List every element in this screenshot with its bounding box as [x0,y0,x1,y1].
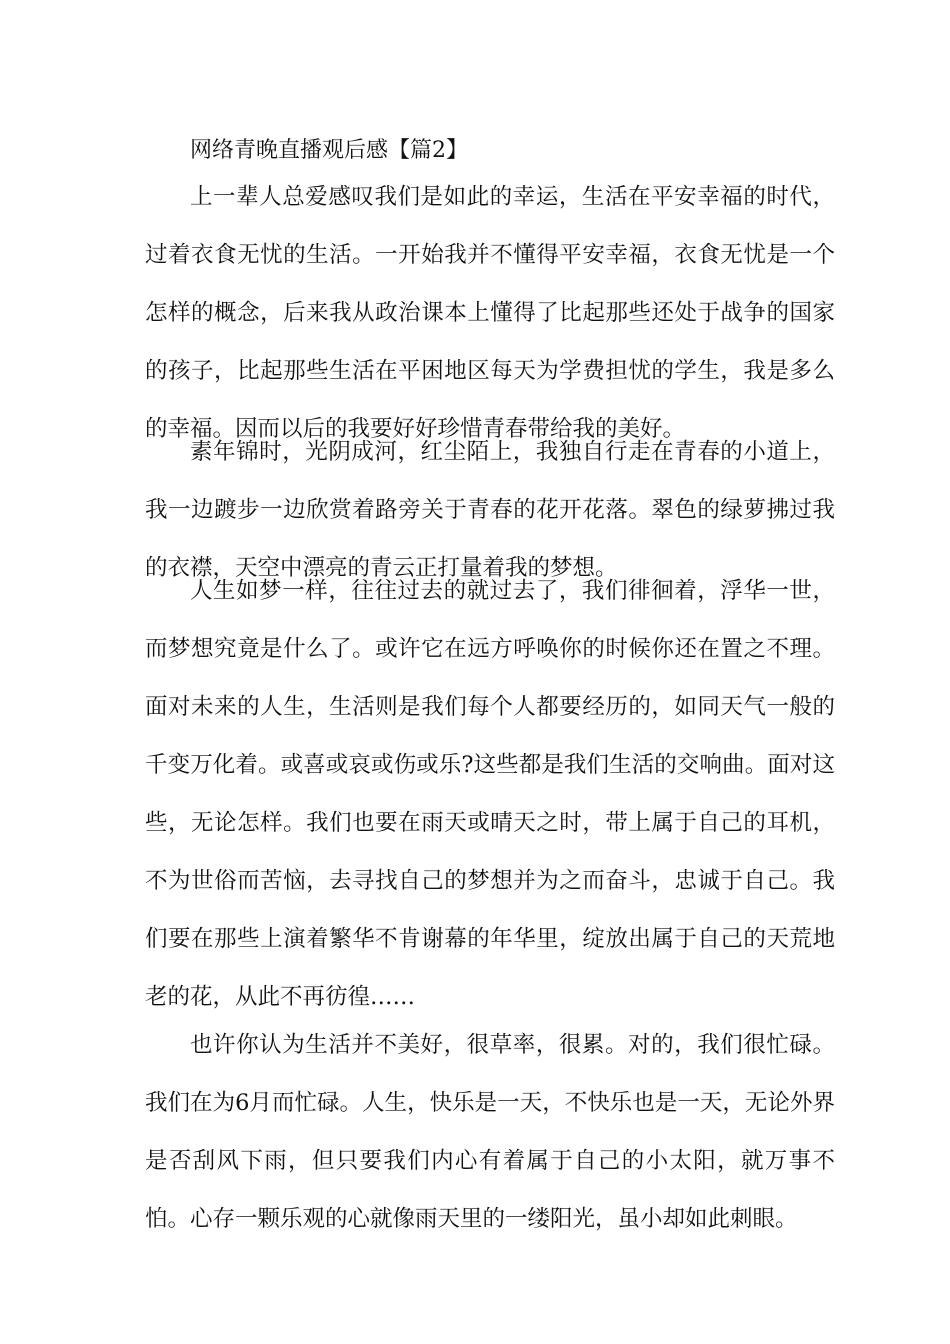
paragraph-3: 人生如梦一样，往往过去的就过去了，我们徘徊着，浮华一世，而梦想究竟是什么了。或许它在远方呼唤你的时候你还在置之不理。面对未来的人生，生活则是我们每个人都要经历的，如同天气一般的千变万化着。或喜或哀或伤或乐?这些都是我们生活的交响曲。面对这些，无论怎样。我们也要在雨天或晴天之时，带上属于自己的耳机，不为世俗而苦恼，去寻找自己的梦想并为之而奋斗，忠诚于自己。我们要在那些上演着繁华不肯谢幕的年华里，绽放出属于自己的天荒地老的花，从此不再彷徨…… [145,578,835,1010]
document-title: 网络青晚直播观后感【篇2】 [190,138,468,163]
paragraph-1: 上一辈人总爱感叹我们是如此的幸运，生活在平安幸福的时代，过着衣食无忧的生活。一开始我并不懂得平安幸福，衣食无忧是一个怎样的概念，后来我从政治课本上懂得了比起那些还处于战争的国家的孩子，比起那些生活在平困地区每天为学费担忧的学生，我是多么的幸福。因而以后的我要好好珍惜青春带给我的美好。 [145,184,835,442]
paragraph-2: 素年锦时，光阴成河，红尘陌上，我独自行走在青春的小道上，我一边踱步一边欣赏着路旁关于青春的花开花落。翠色的绿萝拂过我的衣襟，天空中漂亮的青云正打量着我的梦想。 [145,439,835,581]
paragraph-4: 也许你认为生活并不美好，很草率，很累。对的，我们很忙碌。我们在为6月而忙碌。人生，快乐是一天，不快乐也是一天，无论外界是否刮风下雨，但只要我们内心有着属于自己的小太阳，就万事不怕。心存一颗乐观的心就像雨天里的一缕阳光，虽小却如此刺眼。 [145,1032,835,1232]
